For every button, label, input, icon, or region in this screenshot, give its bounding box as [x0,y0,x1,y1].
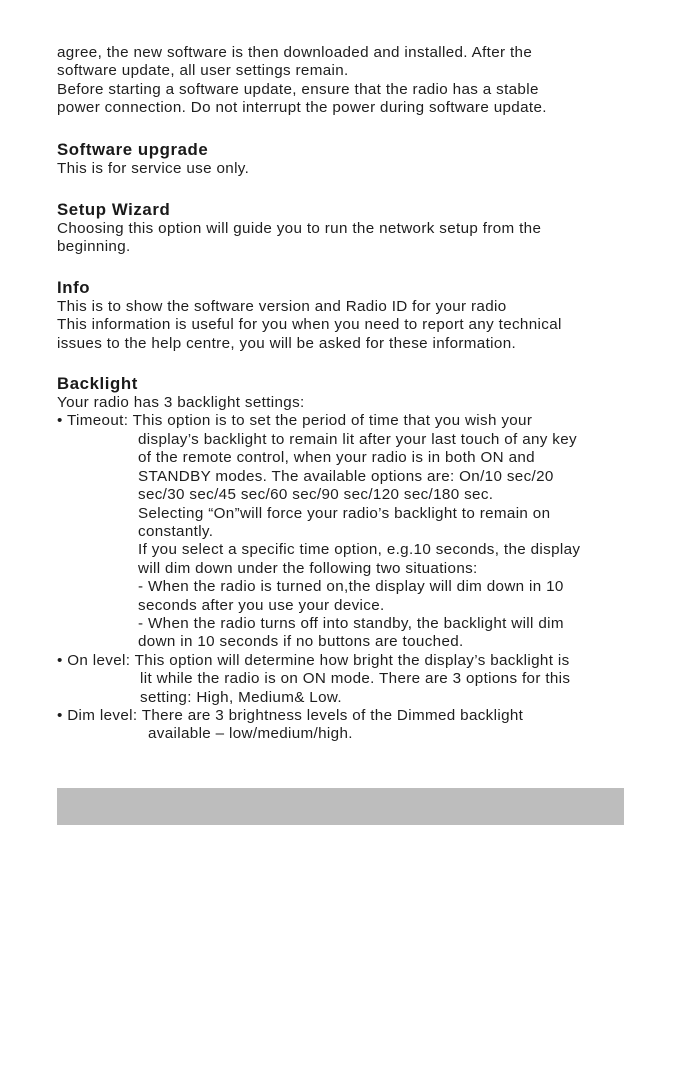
on-level-line: lit while the radio is on ON mode. There are 3 options for this [140,670,571,688]
dim-level-line: available – low/medium/high. [148,725,353,743]
info-section [57,278,627,353]
setup-wizard-section [57,200,627,257]
timeout-line: - When the radio is turned on,the display will dim down in 10 [138,578,564,596]
info-line: This information is useful for you when you need to report any technical [57,316,562,334]
dim-level-item [57,707,627,744]
timeout-line: display’s backlight to remain lit after your last touch of any key [138,430,577,448]
timeout-line: down in 10 seconds if no buttons are touched. [138,633,464,651]
timeout-line: constantly. [138,522,214,540]
manual-page [57,44,627,744]
info-heading: Info [57,277,91,297]
timeout-line: sec/30 sec/45 sec/60 sec/90 sec/120 sec/180 sec. [138,486,494,504]
backlight-heading: Backlight [57,374,138,394]
backlight-intro: Your radio has 3 backlight settings: [57,394,305,412]
intro-paragraph [57,44,627,118]
setup-wizard-heading: Setup Wizard [57,200,171,220]
on-level-item [57,652,627,707]
timeout-line: will dim down under the following two situations: [138,559,478,577]
dim-level-first-line: • Dim level: There are 3 brightness levels of the Dimmed backlight [57,706,524,724]
intro-line: power connection. Do not interrupt the power during software update. [57,99,547,117]
grey-footer-bar [57,788,624,825]
timeout-line: of the remote control, when your radio is in both ON and [138,449,535,467]
software-upgrade-section [57,140,627,178]
timeout-first-line: • Timeout: This option is to set the period of time that you wish your [57,412,533,430]
intro-line: software update, all user settings remain. [57,62,349,80]
timeout-line: If you select a specific time option, e.g.10 seconds, the display [138,541,581,559]
on-level-line: setting: High, Medium& Low. [140,688,342,706]
backlight-section [57,374,627,744]
setup-wizard-line: beginning. [57,238,131,256]
timeout-line: STANDBY modes. The available options are: On/10 sec/20 [138,467,554,485]
on-level-first-line: • On level: This option will determine how bright the display’s backlight is [57,651,570,669]
software-upgrade-heading: Software upgrade [57,139,209,159]
timeout-line: Selecting “On”will force your radio’s backlight to remain on [138,504,551,522]
timeout-item [57,412,627,651]
info-line: This is to show the software version and Radio ID for your radio [57,297,507,315]
timeout-line: - When the radio turns off into standby, the backlight will dim [138,614,564,632]
info-line: issues to the help centre, you will be asked for these information. [57,334,517,352]
software-upgrade-text: This is for service use only. [57,159,250,177]
setup-wizard-line: Choosing this option will guide you to run the network setup from the [57,220,542,238]
intro-line: agree, the new software is then downloaded and installed. After the [57,44,533,61]
intro-line: Before starting a software update, ensure that the radio has a stable [57,80,539,98]
timeout-line: seconds after you use your device. [138,596,385,614]
